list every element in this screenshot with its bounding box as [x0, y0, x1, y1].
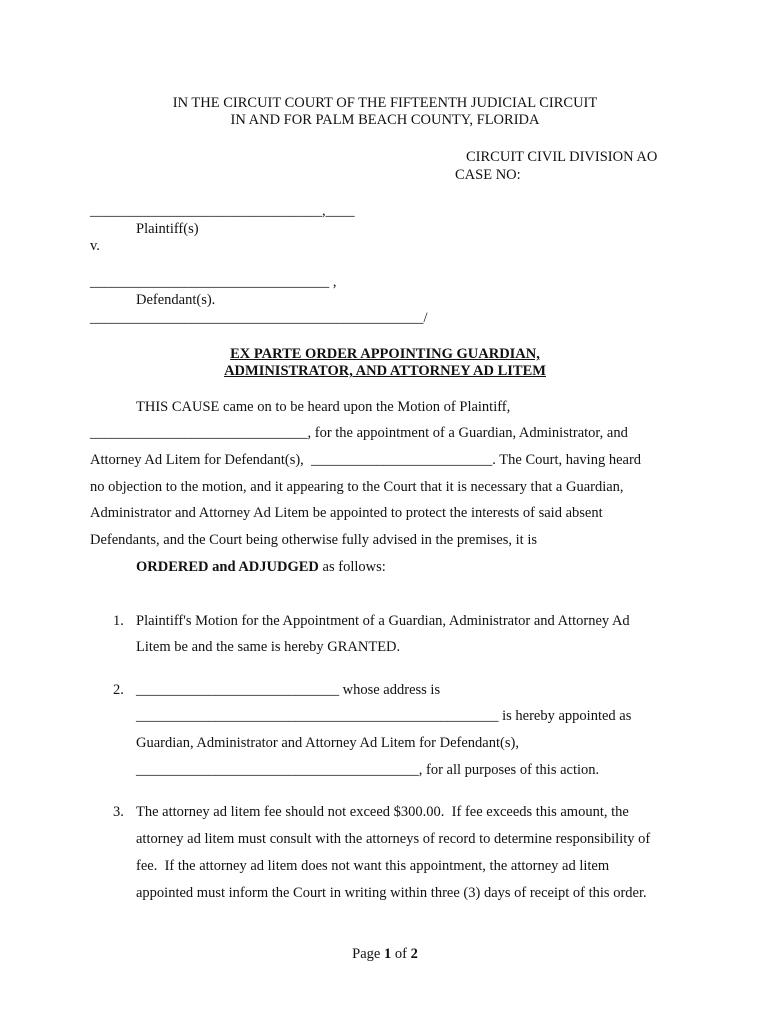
- item-1-line-2: Litem be and the same is hereby GRANTED.: [136, 639, 401, 655]
- item-2-line-3: Guardian, Administrator and Attorney Ad Litem for Defendant(s),: [136, 735, 519, 751]
- ordered-rest: as follows:: [318, 559, 386, 575]
- item-3-line-1: The attorney ad litem fee should not exceed $300.00. If fee exceeds this amount, the: [136, 804, 629, 820]
- court-name-line-1: IN THE CIRCUIT COURT OF THE FIFTEENTH JUDICIAL CIRCUIT: [172, 95, 598, 111]
- page-current: 1: [383, 946, 392, 962]
- page-word: Page: [352, 946, 384, 962]
- item-3-line-3: fee. If the attorney ad litem does not want this appointment, the attorney ad litem: [136, 858, 610, 874]
- item-2-line-4: _______________________________________, for all purposes of this action.: [136, 762, 600, 778]
- defendant-blank: _________________________________ ,: [90, 274, 337, 290]
- defendant-label: Defendant(s).: [136, 292, 216, 308]
- caption-closing-line: ______________________________________________/: [90, 310, 428, 326]
- page-total: 2: [410, 946, 418, 962]
- plaintiff-label: Plaintiff(s): [136, 221, 199, 237]
- item-1-number: 1.: [113, 613, 124, 629]
- body-line-6: Defendants, and the Court being otherwise fully advised in the premises, it is: [90, 532, 537, 548]
- versus-label: v.: [90, 238, 100, 254]
- body-line-4: no objection to the motion, and it appearing to the Court that it is necessary that a Guardian,: [90, 479, 624, 495]
- case-number-label: CASE NO:: [455, 167, 521, 183]
- document-title-line-2: ADMINISTRATOR, AND ATTORNEY AD LITEM: [224, 363, 546, 379]
- item-3-line-2: attorney ad litem must consult with the attorneys of record to determine responsibility of: [136, 831, 651, 847]
- item-3-number: 3.: [113, 804, 124, 820]
- item-3-line-4: appointed must inform the Court in writing within three (3) days of receipt of this order.: [136, 885, 647, 901]
- body-line-1: THIS CAUSE came on to be heard upon the Motion of Plaintiff,: [136, 399, 511, 415]
- ordered-bold: ORDERED and ADJUDGED: [136, 559, 319, 575]
- court-name-line-2: IN AND FOR PALM BEACH COUNTY, FLORIDA: [230, 112, 540, 128]
- plaintiff-blank: ________________________________,____: [90, 203, 355, 219]
- body-line-3: Attorney Ad Litem for Defendant(s), _________________________. The Court, having heard: [90, 452, 642, 468]
- body-line-5: Administrator and Attorney Ad Litem be appointed to protect the interests of said absent: [90, 505, 603, 521]
- page-of: of: [391, 946, 411, 962]
- item-2-line-1: ____________________________ whose address is: [136, 682, 441, 698]
- item-2-number: 2.: [113, 682, 124, 698]
- item-1-line-1: Plaintiff's Motion for the Appointment of a Guardian, Administrator and Attorney Ad: [136, 613, 630, 629]
- ordered-line: [136, 558, 386, 576]
- body-line-2: ______________________________, for the appointment of a Guardian, Administrator, and: [90, 425, 628, 441]
- page-number: [0, 945, 770, 963]
- division-label: CIRCUIT CIVIL DIVISION AO: [466, 149, 658, 165]
- item-2-line-2: __________________________________________________ is hereby appointed as: [136, 708, 632, 724]
- document-title-line-1: EX PARTE ORDER APPOINTING GUARDIAN,: [230, 346, 540, 362]
